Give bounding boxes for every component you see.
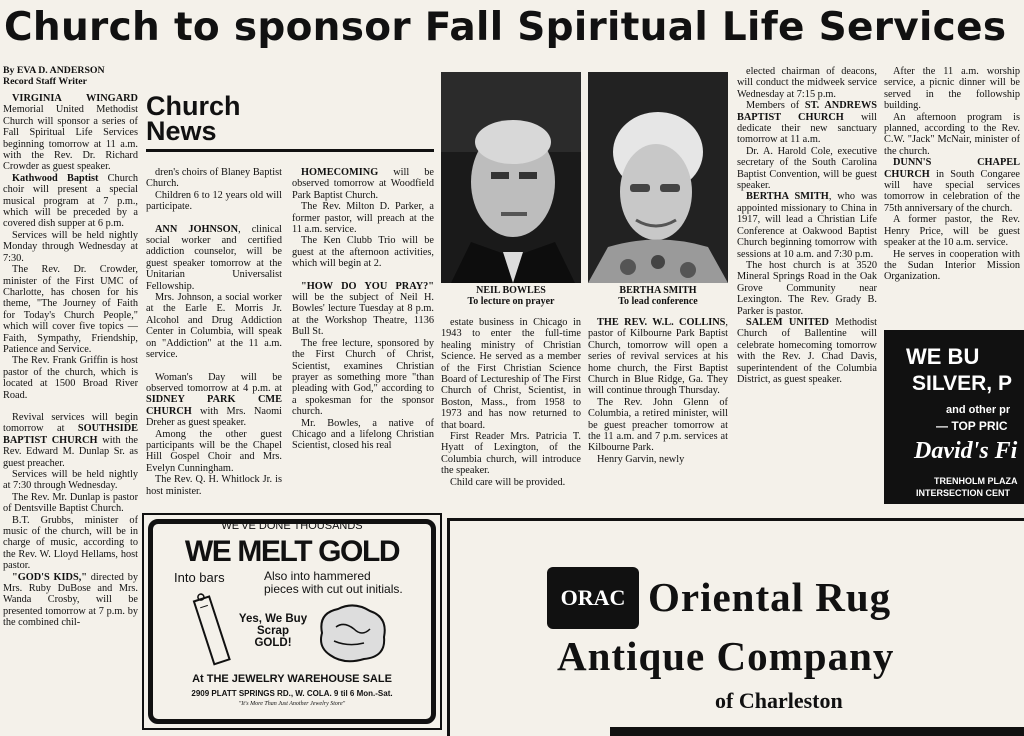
article-paragraph: He serves in cooperation with the Sudan Interior Mission Organization.	[884, 248, 1020, 283]
article-paragraph: "GOD'S KIDS," directed by Mrs. Ruby DuBose and Mrs. Wanda Crosby, will be presented tomorrow at 7 p.m. by the combined chil-	[3, 571, 138, 629]
ad-gold-top: WE'VE DONE THOUSANDS	[221, 520, 363, 532]
byline	[3, 65, 138, 87]
article-paragraph: Child care will be provided.	[450, 476, 566, 488]
article-paragraph: VIRGINIA WINGARD Memorial United Methodist Church will sponsor a series of Fall Spiritual Life Services beginning tomorrow at 11 a.m. with the Rev. Dr. Richard Crowder as guest speaker.	[3, 93, 138, 173]
article-paragraph: BERTHA SMITH, who was appointed missionary to China in 1917, will lead a Christian Life Conference at Oakwood Baptist Church beginning tomorrow with sessions at 10 a.m. and 7:30 p.m.	[737, 191, 877, 260]
article-column-4	[441, 317, 581, 507]
article-column-3	[292, 167, 434, 507]
article-paragraph: dren's choirs of Blaney Baptist Church.	[146, 167, 282, 190]
photo1-caption-sub: To lecture on prayer	[467, 296, 555, 307]
article-column-6	[737, 66, 877, 508]
gold-nugget-icon	[314, 599, 392, 665]
ad-rug-cutoff-text	[610, 727, 1024, 736]
byline-author: By EVA D. ANDERSON	[3, 65, 105, 76]
ad-david-silver	[884, 330, 1024, 504]
photo2-caption-name: BERTHA SMITH	[619, 285, 697, 296]
article-paragraph: The Rev. Q. H. Whitlock Jr. is host minister.	[146, 474, 282, 497]
article-column-1	[3, 65, 138, 733]
gold-bar-icon	[188, 591, 238, 671]
ad-gold-left: Into bars	[174, 570, 225, 585]
byline-role: Record Staff Writer	[3, 76, 87, 87]
photo1-caption	[441, 285, 581, 307]
article-paragraph: The Rev. John Glenn of Columbia, a retired minister, will be guest preacher tomorrow at the 11 a.m. and 7 p.m. services at Kilbourne Park.	[588, 396, 728, 454]
article-paragraph: Henry Garvin, newly	[597, 453, 685, 465]
article-paragraph: B.T. Grubbs, minister of music of the church, will be in charge of music, according to the Rev. W. Lloyd Hellams, host pastor.	[3, 514, 138, 572]
photo1-caption-name: NEIL BOWLES	[476, 285, 546, 296]
article-paragraph: Kathwood Baptist Church choir will present a special musical program at 7 p.m., which will be preceded by a covered dish supper at 6 p.m.	[3, 172, 138, 230]
photo2-caption-sub: To lead conference	[618, 296, 698, 307]
ad-buy-brand: David's Fi	[914, 438, 1018, 464]
article-paragraph: Revival services will begin tomorrow at SOUTHSIDE BAPTIST CHURCH with the Rev. Edward M. Dunlap Sr. as guest preacher.	[3, 411, 138, 469]
article-column-5	[588, 317, 728, 507]
article-paragraph: THE REV. W.L. COLLINS, pastor of Kilbourne Park Baptist Church, tomorrow will open a series of revival services at his home church, the First Baptist Church in Blue Ridge, Ga. They will continue through Thursday.	[588, 317, 728, 397]
article-paragraph: Services will be held nightly at 7:30 through Wednesday.	[3, 469, 138, 492]
article-paragraph: HOMECOMING will be observed tomorrow at Woodfield Park Baptist Church.	[292, 167, 434, 201]
photo-bertha-smith	[588, 72, 728, 283]
ad-rug-line2: Antique Company	[557, 633, 895, 679]
section-rule	[146, 149, 434, 152]
article-paragraph: The Rev. Milton D. Parker, a former pastor, will preach at the 11 a.m. service.	[292, 201, 434, 236]
ad-gold-tagline: "It's More Than Just Another Jewelry Store"	[238, 701, 346, 707]
article-paragraph: ANN JOHNSON, clinical social worker and certified addiction counselor, will be guest speaker tomorrow at the Unitarian Universalist Fellowship.	[146, 223, 282, 292]
ad-gold-right: Also into hammered pieces with cut out initials.	[264, 569, 403, 596]
ad-gold-buy: Yes, We Buy Scrap GOLD!	[238, 613, 308, 649]
ad-buy-line3: and other pr	[946, 404, 1011, 416]
ad-rug-line3: of Charleston	[715, 688, 843, 713]
article-paragraph: Mrs. Johnson, a social worker at the Earle E. Morris Jr. Alcohol and Drug Addiction Center in Columbia, will speak on "Addiction" at the 11 a.m. service.	[146, 292, 282, 361]
article-paragraph: A former pastor, the Rev. Henry Price, will be guest speaker at the 10 a.m. service.	[884, 214, 1020, 249]
article-paragraph: Among the other guest participants will be the Chapel Hill Gospel Choir and Mrs. Evelyn Cunningham.	[146, 428, 282, 474]
ad-gold-main: WE MELT GOLD	[184, 535, 400, 568]
article-paragraph: The Rev. Mr. Dunlap is pastor of Dentsville Baptist Church.	[3, 491, 138, 515]
article-paragraph: Woman's Day will be observed tomorrow at 4 p.m. at SIDNEY PARK CME CHURCH with Mrs. Naomi Dreher as guest speaker.	[146, 371, 282, 429]
church-news-title	[146, 91, 286, 146]
photo-neil-bowles	[441, 72, 581, 283]
photo2-caption	[588, 285, 728, 307]
article-paragraph: The Ken Clubb Trio will be guest at the afternoon activities, which will begin at 2.	[292, 235, 434, 270]
ad-buy-line1: WE BU	[906, 344, 980, 369]
orac-logo: ORAC	[547, 567, 639, 629]
church-news-title-line1: Church	[146, 91, 241, 121]
article-paragraph: The free lecture, sponsored by the First Church of Christ, Scientist, examines Christian prayer as something more "than pleading with God," according to a spokesman for the sponsor church.	[292, 337, 434, 418]
article-paragraph: First Reader Mrs. Patricia T. Hyatt of Lexington, of the Columbia church, will introduce the speaker.	[441, 431, 581, 477]
article-paragraph: estate business in Chicago in 1943 to enter the full-time healing ministry of Christian Science. He served as a member of the First Christian Science Board of Lectureship of The First Church of Christ, Scientist, in Boston, Mass., from 1958 to 1973 and has now returned to that board.	[441, 317, 581, 431]
headline: Church to sponsor Fall Spiritual Life Services	[4, 5, 1007, 50]
article-paragraph: Services will be held nightly Monday through Wednesday at 7:30.	[3, 229, 138, 264]
article-paragraph: An afternoon program is planned, according to the Rev. C.W. "Jack" McNair, minister of the church.	[884, 111, 1020, 157]
portrait-image	[441, 72, 581, 283]
article-paragraph: DUNN'S CHAPEL CHURCH in South Congaree will have special services tomorrow in celebration of the 75th anniversary of the church.	[884, 157, 1020, 214]
ad-rug-line1: Oriental Rug	[648, 574, 892, 620]
article-paragraph: Members of ST. ANDREWS BAPTIST CHURCH will dedicate their new sanctuary tomorrow at 11 a.m.	[737, 100, 877, 146]
article-paragraph: Mr. Bowles, a native of Chicago and a lifelong Christian Scientist, closed his real	[292, 417, 434, 452]
article-column-2	[146, 167, 282, 507]
ad-gold-sale: At THE JEWELRY WAREHOUSE SALE	[192, 673, 392, 685]
portrait-image	[588, 72, 728, 283]
article-paragraph: Dr. A. Harold Cole, executive secretary of the South Carolina Baptist Convention, will be guest speaker.	[737, 145, 877, 192]
ad-buy-loc1: TRENHOLM PLAZA	[934, 476, 1018, 486]
church-news-title-line2: News	[146, 116, 217, 146]
article-paragraph: The Rev. Dr. Crowder, minister of the First UMC of Charlotte, has chosen for his theme, "The Journey of Faith for Today's Church People," which will cover five topics — Faith, Sympathy, Friendship, Patience and Service.	[3, 264, 138, 355]
ad-gold-address: 2909 PLATT SPRINGS RD., W. COLA. 9 til 6 Mon.-Sat.	[191, 689, 393, 698]
article-paragraph: After the 11 a.m. worship service, a picnic dinner will be served in the followship building.	[884, 66, 1020, 112]
article-paragraph: SALEM UNITED Methodist Church of Ballentine will celebrate homecoming tomorrow with the Rev. J. Chad Davis, superintendent of the Columbia District, as guest speaker.	[737, 316, 877, 385]
ad-buy-line2: SILVER, P	[912, 372, 1012, 395]
ad-oriental-rug	[447, 518, 1024, 736]
article-paragraph: "HOW DO YOU PRAY?" will be the subject of Neil H. Bowles' lecture Tuesday at 8 p.m. at the Workshop Theatre, 1136 Bull St.	[292, 280, 434, 338]
article-paragraph: elected chairman of deacons, will conduct the midweek service Wednesday at 7:15 p.m.	[737, 66, 877, 100]
article-column-7	[884, 66, 1020, 328]
ad-buy-loc2: INTERSECTION CENT	[916, 488, 1011, 498]
article-paragraph: The Rev. Frank Griffin is host pastor of the church, which is located at 1500 Broad River Road.	[3, 355, 138, 401]
ad-buy-line4: — TOP PRIC	[936, 419, 1008, 433]
ad-jewelry-warehouse	[142, 513, 442, 730]
article-paragraph: Children 6 to 12 years old will participate.	[146, 189, 282, 213]
article-paragraph: The host church is at 3520 Mineral Springs Road in the Oak Grove Community near Lexington. The Rev. Grady B. Parker is pastor.	[737, 259, 877, 317]
